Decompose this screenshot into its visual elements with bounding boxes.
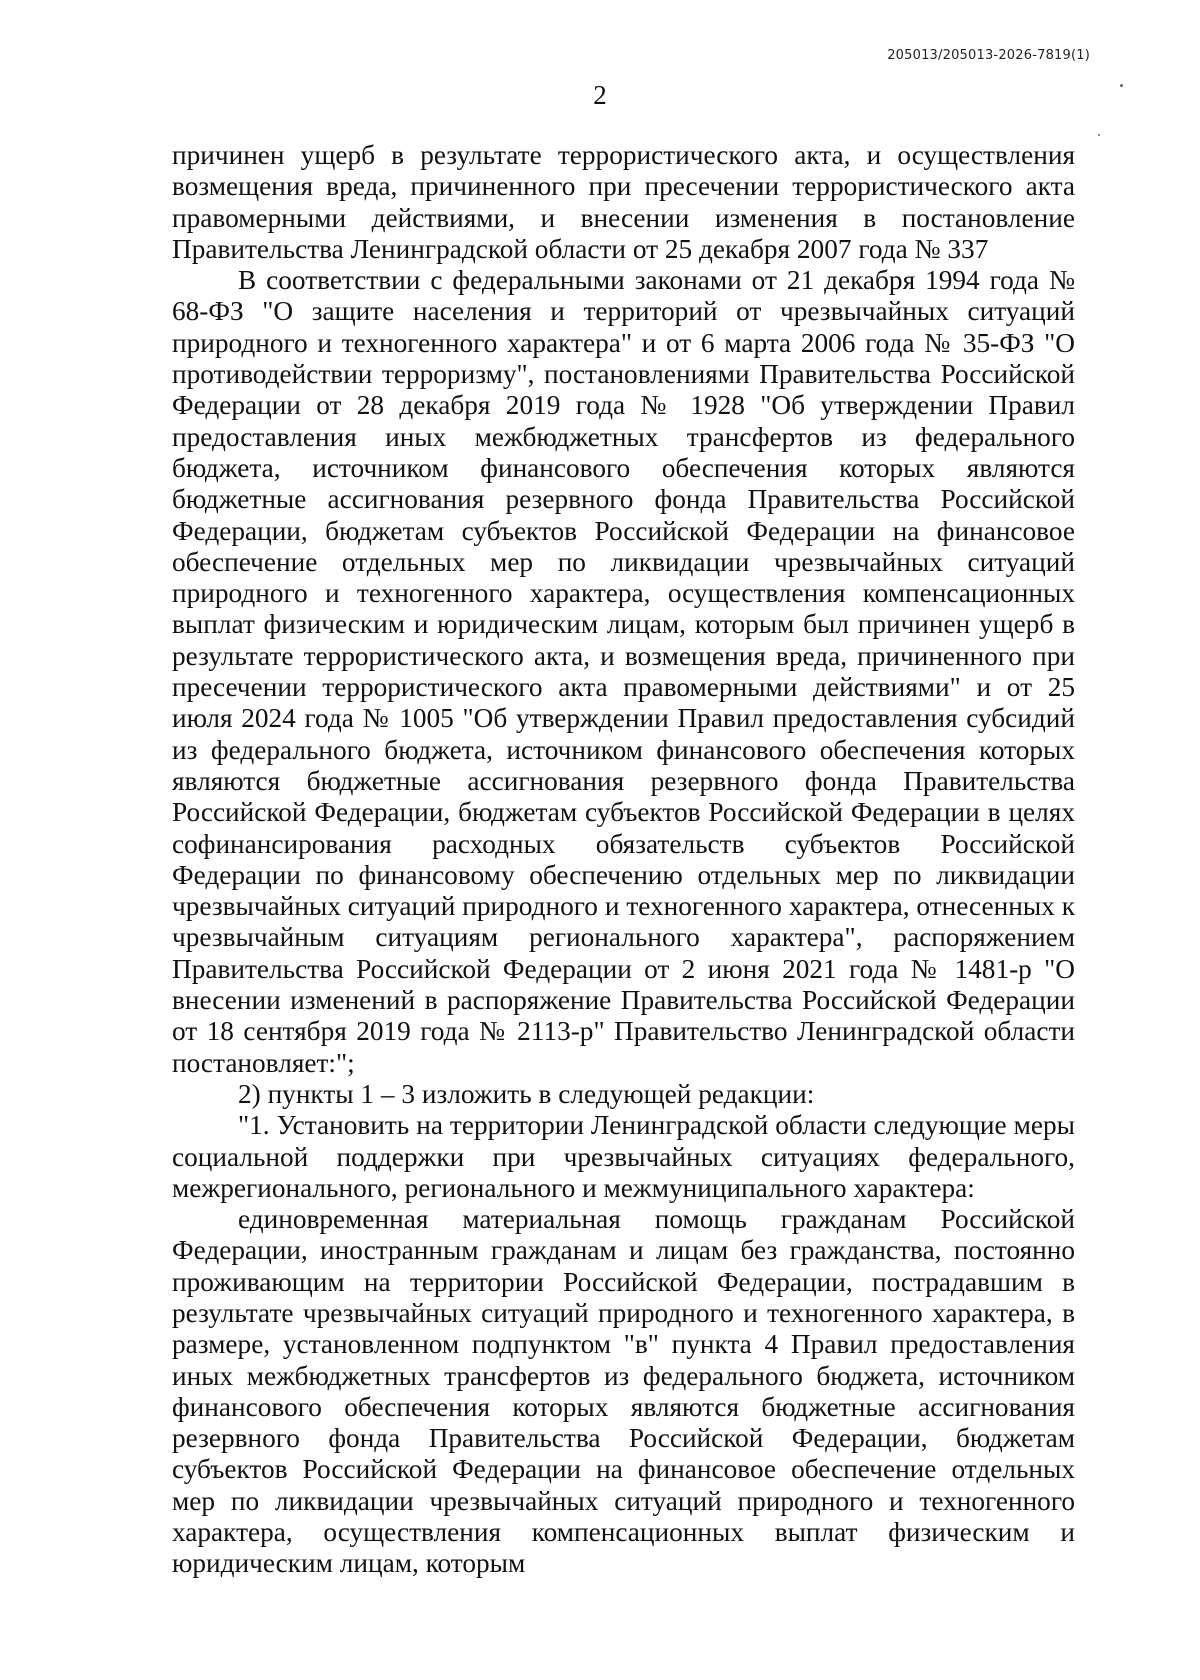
paragraph-item-2: 2) пункты 1 – 3 изложить в следующей редакции: [238,1078,815,1109]
paragraph-preamble: В соответствии с федеральными законами от 21 декабря 1994 года № 68-ФЗ "О защите населения и территорий от чрезвычайных ситуаций природного и техногенного характера" и от 6 марта 2006 года № 35-ФЗ "О противодействии терроризму", постановлениями Правительства Российской Федерации от 28 декабря 2019 года № 1928 "Об утверждении Правил предоставления иных межбюджетных трансфертов из федерального бюджета, источником финансового обеспечения которых являются бюджетные ассигнования резервного фонда Правительства Российской Федерации, бюджетам субъектов Российской Федерации на финансовое обеспечение отдельных мер по ликвидации чрезвычайных ситуаций природного и техногенного характера, осуществления компенсационных выплат физическим и юридическим лицам, которым был причинен ущерб в результате террористического акта, и возмещения вреда, причиненного при пресечении террористического акта правомерными действиями" и от 25 июля 2024 года № 1005 "Об утверждении Правил предоставления субсидий из федерального бюджета, источником финансового обеспечения которых являются бюджетные ассигнования резервного фонда Правительства Российской Федерации, бюджетам субъектов Российской Федерации в целях софинансирования расходных обязательств субъектов Российской Федерации по финансовому обеспечению отдельных мер по ликвидации чрезвычайных ситуаций природного и техногенного характера, отнесенных к чрезвычайным ситуациям регионального характера", распоряжением Правительства Российской Федерации от 2 июня 2021 года № 1481-р "О внесении изменений в распоряжение Правительства Российской Федерации от 18 сентября 2019 года № 2113-р" Правительство Ленинградской области постановляет:"; [172,265,1075,1078]
document-body [172,140,1075,1580]
paragraph-one-time-aid: единовременная материальная помощь гражданам Российской Федерации, иностранным гражданам и лицам без гражданства, постоянно проживающим на территории Российской Федерации, пострадавшим в результате чрезвычайных ситуаций природного и техногенного характера, в размере, установленном подпунктом "в" пункта 4 Правил предоставления иных межбюджетных трансфертов из федерального бюджета, источником финансового обеспечения которых являются бюджетные ассигнования резервного фонда Правительства Российской Федерации, бюджетам субъектов Российской Федерации на финансовое обеспечение отдельных мер по ликвидации чрезвычайных ситуаций природного и техногенного характера, осуществления компенсационных выплат физическим и юридическим лицам, которым [172,1204,1075,1579]
paragraph-clause-1: "1. Установить на территории Ленинградской области следующие меры социальной поддержки при чрезвычайных ситуациях федерального, межрегионального, регионального и межмуниципального характера: [172,1110,1075,1203]
scan-speck [1120,84,1123,87]
scan-speck [1098,134,1100,136]
page-number: 2 [593,80,607,110]
paragraph-continuation: причинен ущерб в результате террористического акта, и осуществления возмещения вреда, причиненного при пресечении террористического акта правомерными действиями, и внесении изменения в постановление Правительства Ленинградской области от 25 декабря 2007 года № 337 [172,140,1075,264]
document-code: 205013/205013-2026-7819(1) [887,48,1090,63]
